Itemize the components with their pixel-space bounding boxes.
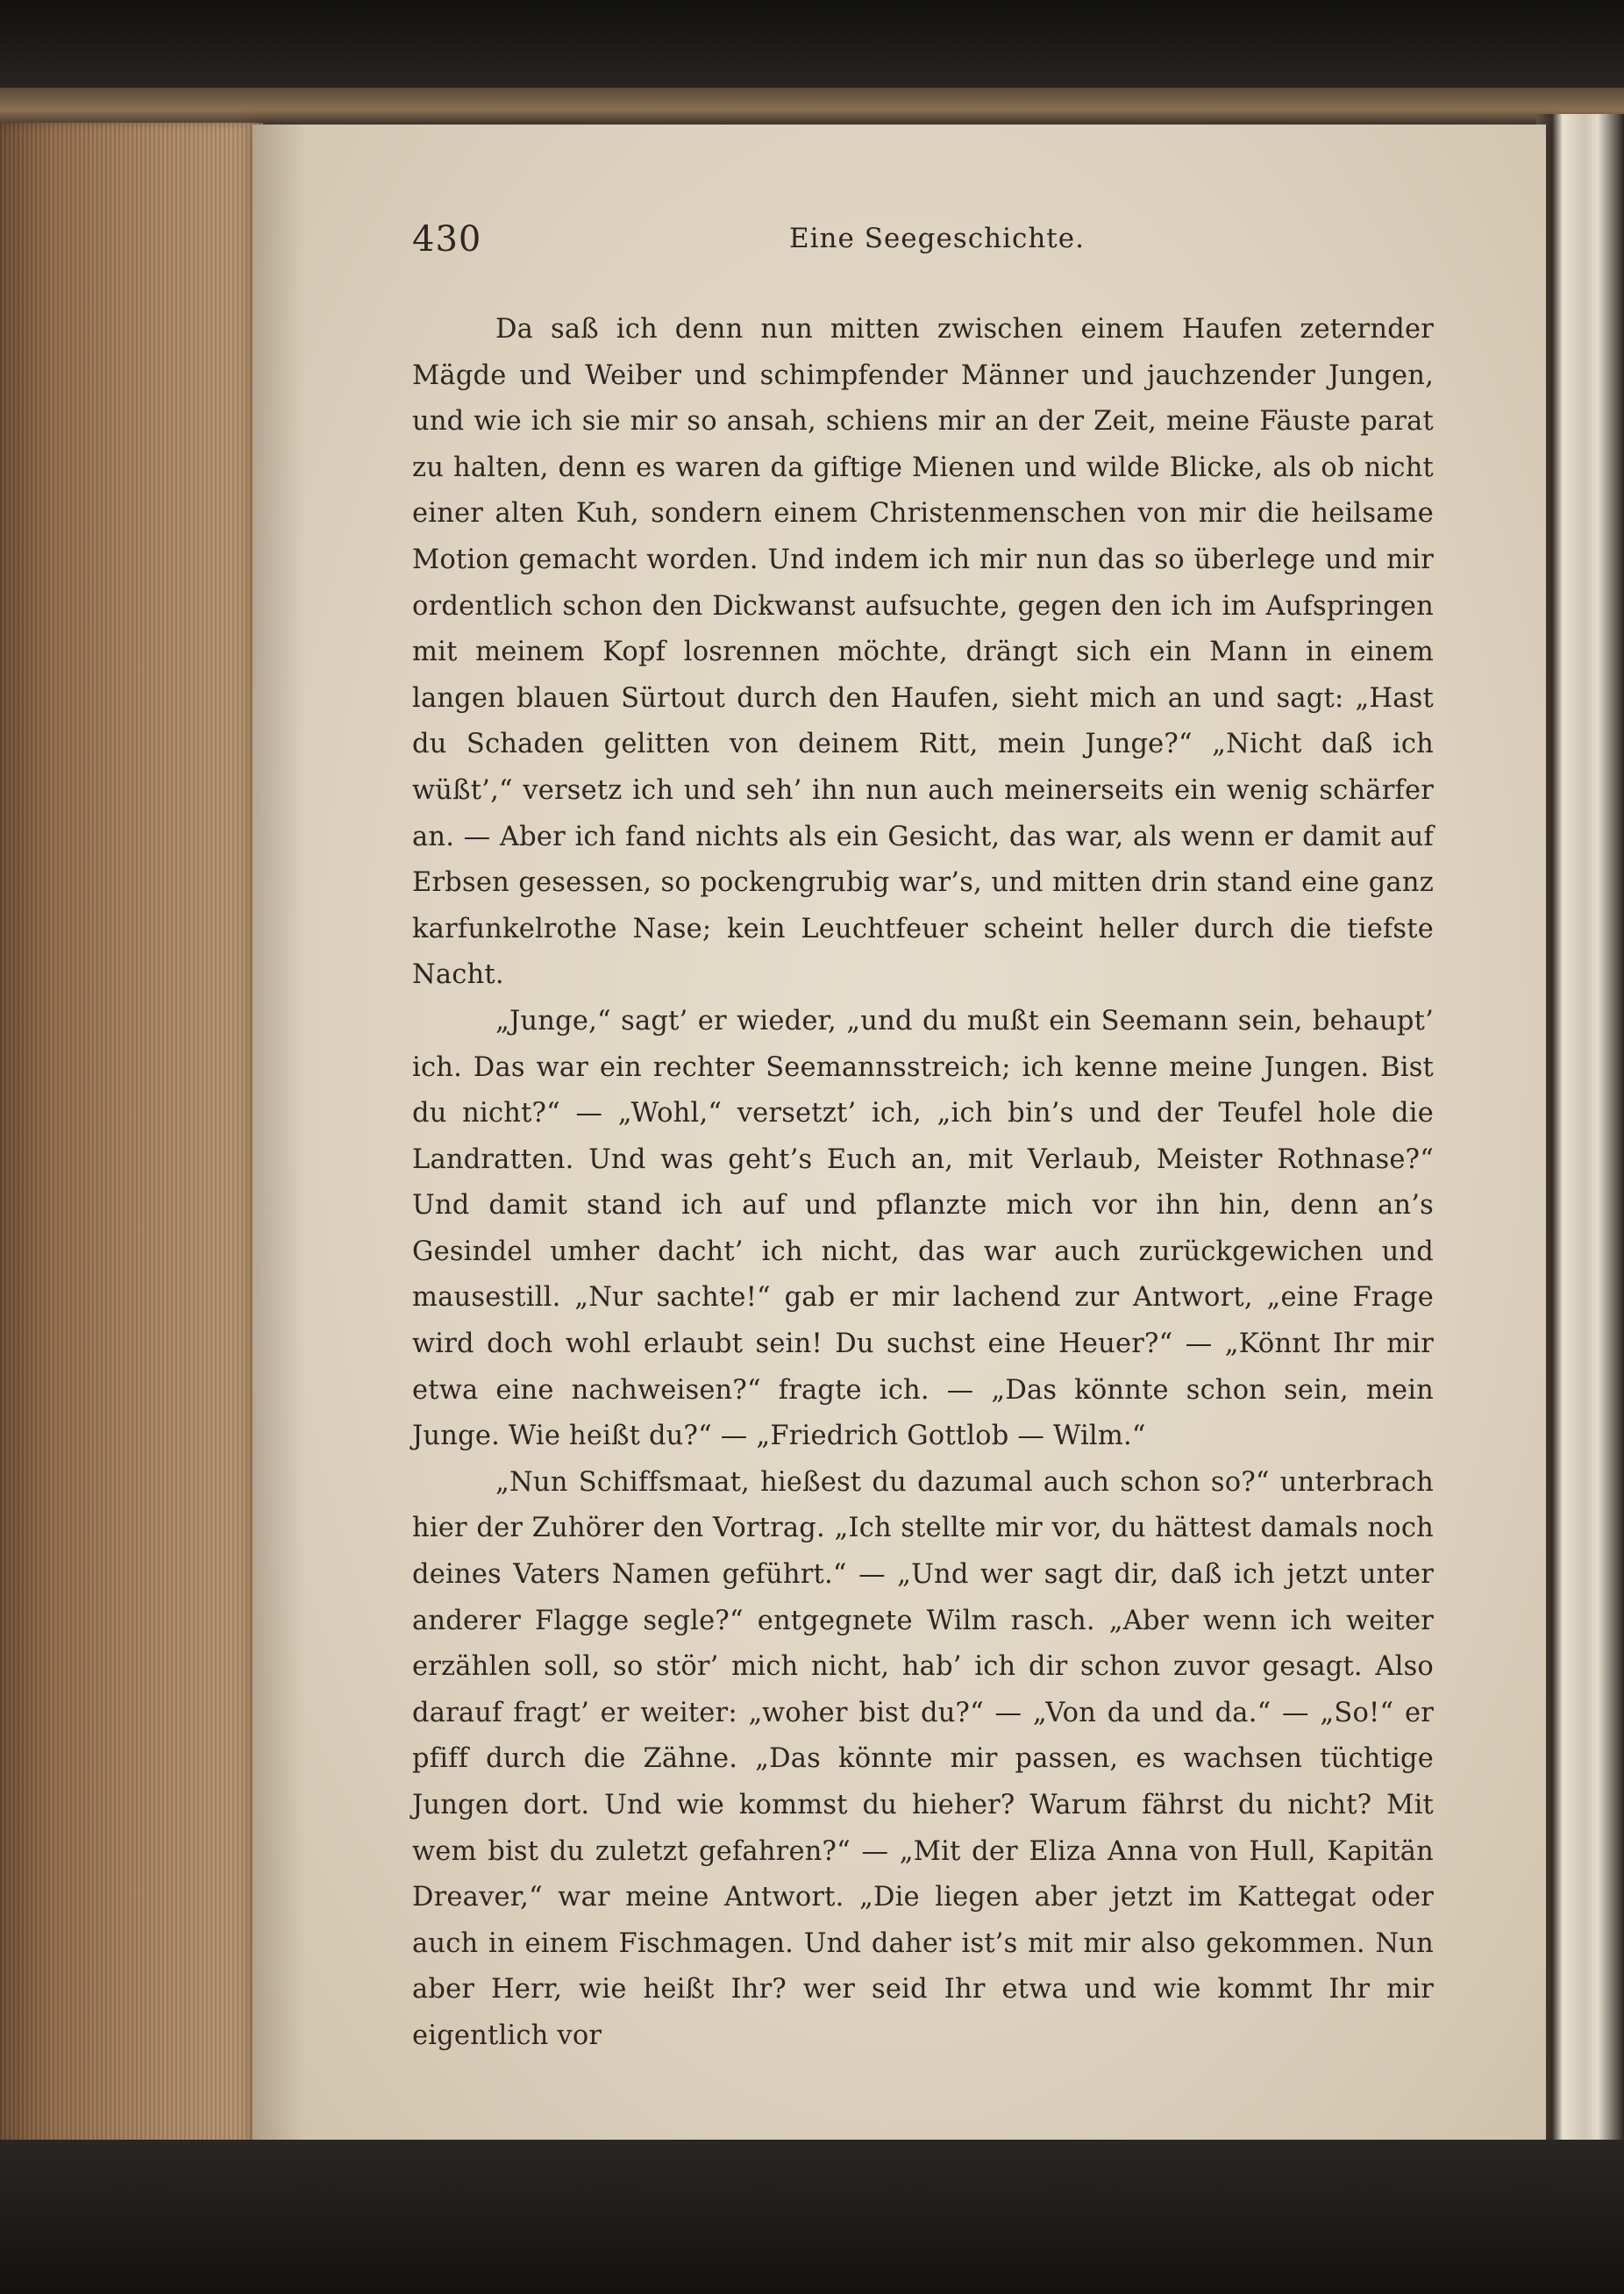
backdrop-top <box>0 0 1624 96</box>
backdrop-bottom <box>0 2140 1624 2294</box>
page-edges <box>0 123 263 2166</box>
paragraph: „Nun Schiffsmaat, hießest du dazumal auch schon so?“ unterbrach hier der Zuhörer den Vortrag. „Ich stellte mir vor, du hättest damals noch deines Vaters Namen geführt.“ — „Und wer sagt dir, daß ich jetzt unter anderer Flagge segle?“ entgegnete Wilm rasch. „Aber wenn ich weiter erzählen soll, so stör’ mich nicht, hab’ ich dir schon zuvor gesagt. Also darauf fragt’ er weiter: „woher bist du?“ — „Von da und da.“ — „So!“ er pfiff durch die Zähne. „Das könnte mir passen, es wachsen tüchtige Jungen dort. Und wie kommst du hieher? Warum fährst du nicht? Mit wem bist du zuletzt gefahren?“ — „Mit der Eliza Anna von Hull, Kapitän Dreaver,“ war meine Antwort. „Die liegen aber jetzt im Kattegat oder auch in einem Fischmagen. Und daher ist’s mit mir also gekommen. Nun aber Herr, wie heißt Ihr? wer seid Ihr etwa und wie kommt Ihr mir eigentlich vor <box>412 1466 1434 2051</box>
paragraph: Da saß ich denn nun mitten zwischen einem Haufen zeternder Mägde und Weiber und schimpfender Männer und jauchzender Jungen, und wie ich sie mir so ansah, schiens mir an der Zeit, meine Fäuste parat zu halten, denn es waren da giftige Mienen und wilde Blicke, als ob nicht einer alten Kuh, sondern einem Christenmenschen von mir die heilsame Motion gemacht worden. Und indem ich mir nun das so überlege und mir ordentlich schon den Dickwanst aufsuchte, gegen den ich im Aufspringen mit meinem Kopf losrennen möchte, drängt sich ein Mann in einem langen blauen Sürtout durch den Haufen, sieht mich an und sagt: „Hast du Schaden gelitten von deinem Ritt, mein Junge?“ „Nicht daß ich wüßt’,“ versetz ich und seh’ ihn nun auch meinerseits ein wenig schärfer an. — Aber ich fand nichts als ein Gesicht, das war, als wenn er damit auf Erbsen gesessen, so pockengrubig war’s, und mitten drin stand eine ganz karfunkelrothe Nase; kein Leuchtfeuer scheint heller durch die tiefste Nacht. <box>412 314 1434 991</box>
paragraph: „Junge,“ sagt’ er wieder, „und du mußt ein Seemann sein, behaupt’ ich. Das war ein rechter Seemannsstreich; ich kenne meine Jungen. Bist du nicht?“ — „Wohl,“ versetzt’ ich, „ich bin’s und der Teufel hole die Landratten. Und was geht’s Euch an, mit Verlaub, Meister Rothnase?“ Und damit stand ich auf und pflanzte mich vor ihn hin, denn an’s Gesindel umher dacht’ ich nicht, das war auch zurückgewichen und mausestill. „Nur sachte!“ gab er mir lachend zur Antwort, „eine Frage wird doch wohl erlaubt sein! Du suchst eine Heuer?“ — „Könnt Ihr mir etwa eine nachweisen?“ fragte ich. — „Das könnte schon sein, mein Junge. Wie heißt du?“ — „Friedrich Gottlob — Wilm.“ <box>412 1005 1434 1452</box>
running-head: Eine Seegeschichte. <box>789 223 1085 254</box>
page-number: 430 <box>412 219 482 260</box>
gutter <box>1536 114 1624 2157</box>
page-header <box>412 219 1447 272</box>
page-shade <box>253 125 305 2161</box>
body-text <box>412 307 1434 2060</box>
